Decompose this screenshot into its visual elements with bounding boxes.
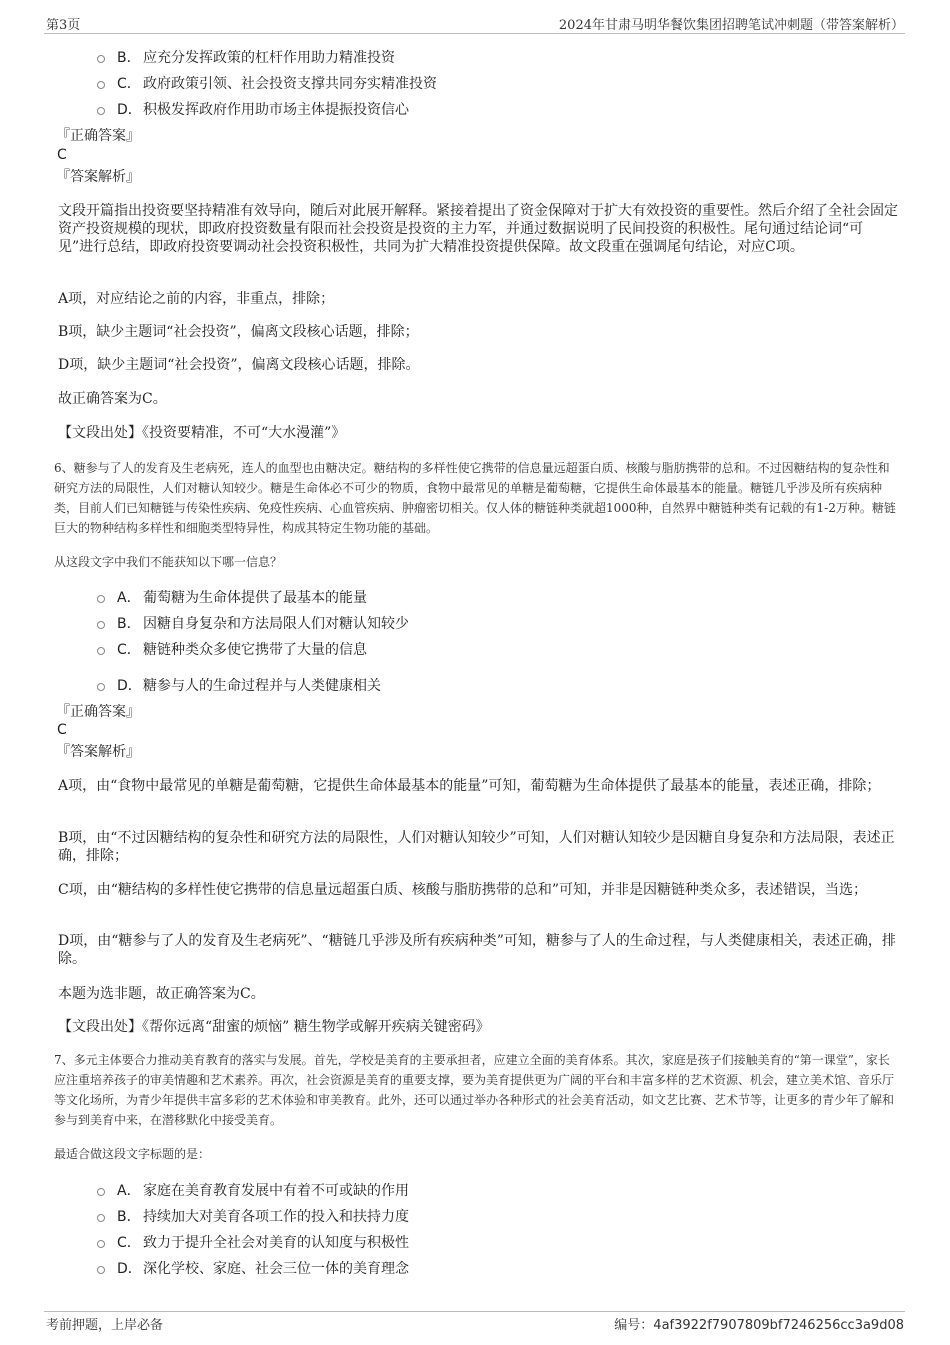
- q5-answer-label: 『正确答案』: [56, 128, 140, 144]
- radio-icon[interactable]: [97, 55, 105, 63]
- option-text: 家庭在美育教育发展中有着不可或缺的作用: [143, 1183, 409, 1199]
- q6-option-c[interactable]: [97, 639, 367, 659]
- option-text: 持续加大对美育各项工作的投入和扶持力度: [143, 1209, 409, 1225]
- option-text: 糖链种类众多使它携带了大量的信息: [143, 642, 367, 658]
- option-text: 应充分发挥政策的杠杆作用助力精准投资: [143, 50, 395, 66]
- q6-answer: C: [57, 722, 67, 738]
- option-key: C．: [117, 1235, 141, 1251]
- footer-slogan: 考前押题，上岸必备: [46, 1318, 164, 1333]
- q6-conclusion: 本题为选非题，故正确答案为C。: [58, 986, 265, 1002]
- q6-analysis-c: C项，由“糖结构的多样性使它携带的信息量远超蛋白质、核酸与脂肪携带的总和”可知，并非是因糖链种类众多，表述错误，当选；: [58, 882, 868, 898]
- radio-icon[interactable]: [97, 683, 105, 691]
- q6-analysis-d: D项，由“糖参与了人的发育及生老病死”、“糖链几乎涉及所有疾病种类”可知，糖参与了人的生命过程，与人类健康相关，表述正确，排除。: [58, 933, 896, 967]
- radio-icon[interactable]: [97, 1188, 105, 1196]
- option-key: A．: [117, 1183, 141, 1199]
- q5-analysis-b: B项，缺少主题词“社会投资”，偏离文段核心话题，排除；: [58, 324, 419, 340]
- q6-answer-label: 『正确答案』: [56, 704, 140, 720]
- q5-conclusion: 故正确答案为C。: [58, 391, 167, 407]
- q6-stem: 6、糖参与了人的发育及生老病死，连人的血型也由糖决定。糖结构的多样性使它携带的信息量远超蛋白质、核酸与脂肪携带的总和。不过因糖结构的复杂性和研究方法的局限性，人们对糖认知较少。糖是生命体必不可少的物质，食物中最常见的单糖是葡萄糖，它提供生命体最基本的能量。糖链几乎涉及所有疾病种类，目前人们已知糖链与传染性疾病、免疫性疾病、心血管疾病、肿瘤密切相关。仅人体的糖链种类就超1000种，自然界中糖链种类有记载的有1-2万种。糖链巨大的物种结构多样性和细胞类型特异性，构成其特定生物功能的基础。: [54, 461, 896, 535]
- q7-question: 最适合做这段文字标题的是：: [54, 1147, 211, 1161]
- q6-question: 从这段文字中我们不能获知以下哪一信息？: [54, 555, 283, 569]
- q6-option-a[interactable]: [97, 587, 367, 607]
- option-text: 致力于提升全社会对美育的认知度与积极性: [143, 1235, 409, 1251]
- q5-option-b[interactable]: [97, 47, 395, 67]
- q6-analysis-a: A项，由“食物中最常见的单糖是葡萄糖，它提供生命体最基本的能量”可知，葡萄糖为生命体提供了最基本的能量，表述正确，排除；: [58, 778, 881, 794]
- q6-option-b[interactable]: [97, 613, 409, 633]
- option-key: A．: [117, 590, 141, 606]
- q7-option-d[interactable]: [97, 1258, 409, 1278]
- radio-icon[interactable]: [97, 1214, 105, 1222]
- header-divider: [44, 33, 905, 34]
- radio-icon[interactable]: [97, 647, 105, 655]
- option-key: B．: [117, 1209, 141, 1225]
- q5-analysis-a: A项，对应结论之前的内容，非重点，排除；: [58, 291, 335, 307]
- q5-option-d[interactable]: [97, 99, 409, 119]
- footer-code: [614, 1314, 904, 1333]
- option-text: 糖参与人的生命过程并与人类健康相关: [143, 678, 381, 694]
- q6-analysis-b: B项，由“不过因糖结构的复杂性和研究方法的局限性，人们对糖认知较少”可知，人们对糖认知较少是因糖自身复杂和方法局限，表述正确，排除；: [58, 830, 895, 864]
- option-text: 政府政策引领、社会投资支撑共同夯实精准投资: [143, 76, 437, 92]
- q7-option-c[interactable]: [97, 1232, 409, 1252]
- radio-icon[interactable]: [97, 107, 105, 115]
- option-key: D．: [117, 1261, 142, 1277]
- option-key: C．: [117, 642, 141, 658]
- option-key: B．: [117, 50, 141, 66]
- option-key: C．: [117, 76, 141, 92]
- option-text: 因糖自身复杂和方法局限人们对糖认知较少: [143, 616, 409, 632]
- option-text: 葡萄糖为生命体提供了最基本的能量: [143, 590, 367, 606]
- q6-option-d[interactable]: [97, 675, 381, 695]
- q6-analysis-label: 『答案解析』: [56, 744, 140, 760]
- q7-option-a[interactable]: [97, 1180, 409, 1200]
- footer-code-value: 4af3922f7907809bf7246256cc3a9d08: [653, 1318, 904, 1333]
- q5-answer: C: [57, 147, 67, 163]
- q7-option-b[interactable]: [97, 1206, 409, 1226]
- radio-icon[interactable]: [97, 81, 105, 89]
- radio-icon[interactable]: [97, 1240, 105, 1248]
- radio-icon[interactable]: [97, 1266, 105, 1274]
- option-key: D．: [117, 102, 142, 118]
- q5-analysis: 文段开篇指出投资要坚持精准有效导向，随后对此展开解释。紧接着提出了资金保障对于扩大有效投资的重要性。然后介绍了全社会固定资产投资规模的现状，即政府投资数量有限而社会投资是投资的主力军，并通过数据说明了民间投资的积极性。尾句通过结论词“可见”进行总结，即政府投资要调动社会投资积极性，共同为扩大精准投资提供保障。故文段重在强调尾句结论，对应C项。: [58, 203, 898, 255]
- q5-analysis-d: D项，缺少主题词“社会投资”，偏离文段核心话题，排除。: [58, 357, 420, 373]
- option-text: 深化学校、家庭、社会三位一体的美育理念: [143, 1261, 409, 1277]
- footer-divider: [44, 1311, 905, 1312]
- q5-analysis-label: 『答案解析』: [56, 169, 140, 185]
- footer-code-label: 编号：: [614, 1318, 654, 1333]
- radio-icon[interactable]: [97, 595, 105, 603]
- option-key: D．: [117, 678, 142, 694]
- page-number: 第3页: [46, 18, 81, 33]
- q6-source: 【文段出处】《帮你远离“甜蜜的烦恼” 糖生物学或解开疾病关键密码》: [58, 1019, 490, 1035]
- document-title: 2024年甘肃马明华餐饮集团招聘笔试冲刺题（带答案解析）: [558, 18, 904, 33]
- q5-option-c[interactable]: [97, 73, 437, 93]
- q5-source: 【文段出处】《投资要精准，不可“大水漫灌”》: [58, 425, 346, 441]
- radio-icon[interactable]: [97, 621, 105, 629]
- q7-stem: 7、多元主体要合力推动美育教育的落实与发展。首先，学校是美育的主要承担者，应建立全面的美育体系。其次，家庭是孩子们接触美育的“第一课堂”，家长应注重培养孩子的审美情趣和艺术素养。再次，社会资源是美育的重要支撑，要为美育提供更为广阔的平台和丰富多样的艺术资源、机会，建立美术馆、音乐厅等文化场所，为青少年提供丰富多彩的艺术体验和审美教育。此外，还可以通过举办各种形式的社会美育活动，如文艺比赛、艺术节等，让更多的青少年了解和参与到美育中来，在潜移默化中接受美育。: [54, 1053, 895, 1127]
- option-key: B．: [117, 616, 141, 632]
- option-text: 积极发挥政府作用助市场主体提振投资信心: [143, 102, 409, 118]
